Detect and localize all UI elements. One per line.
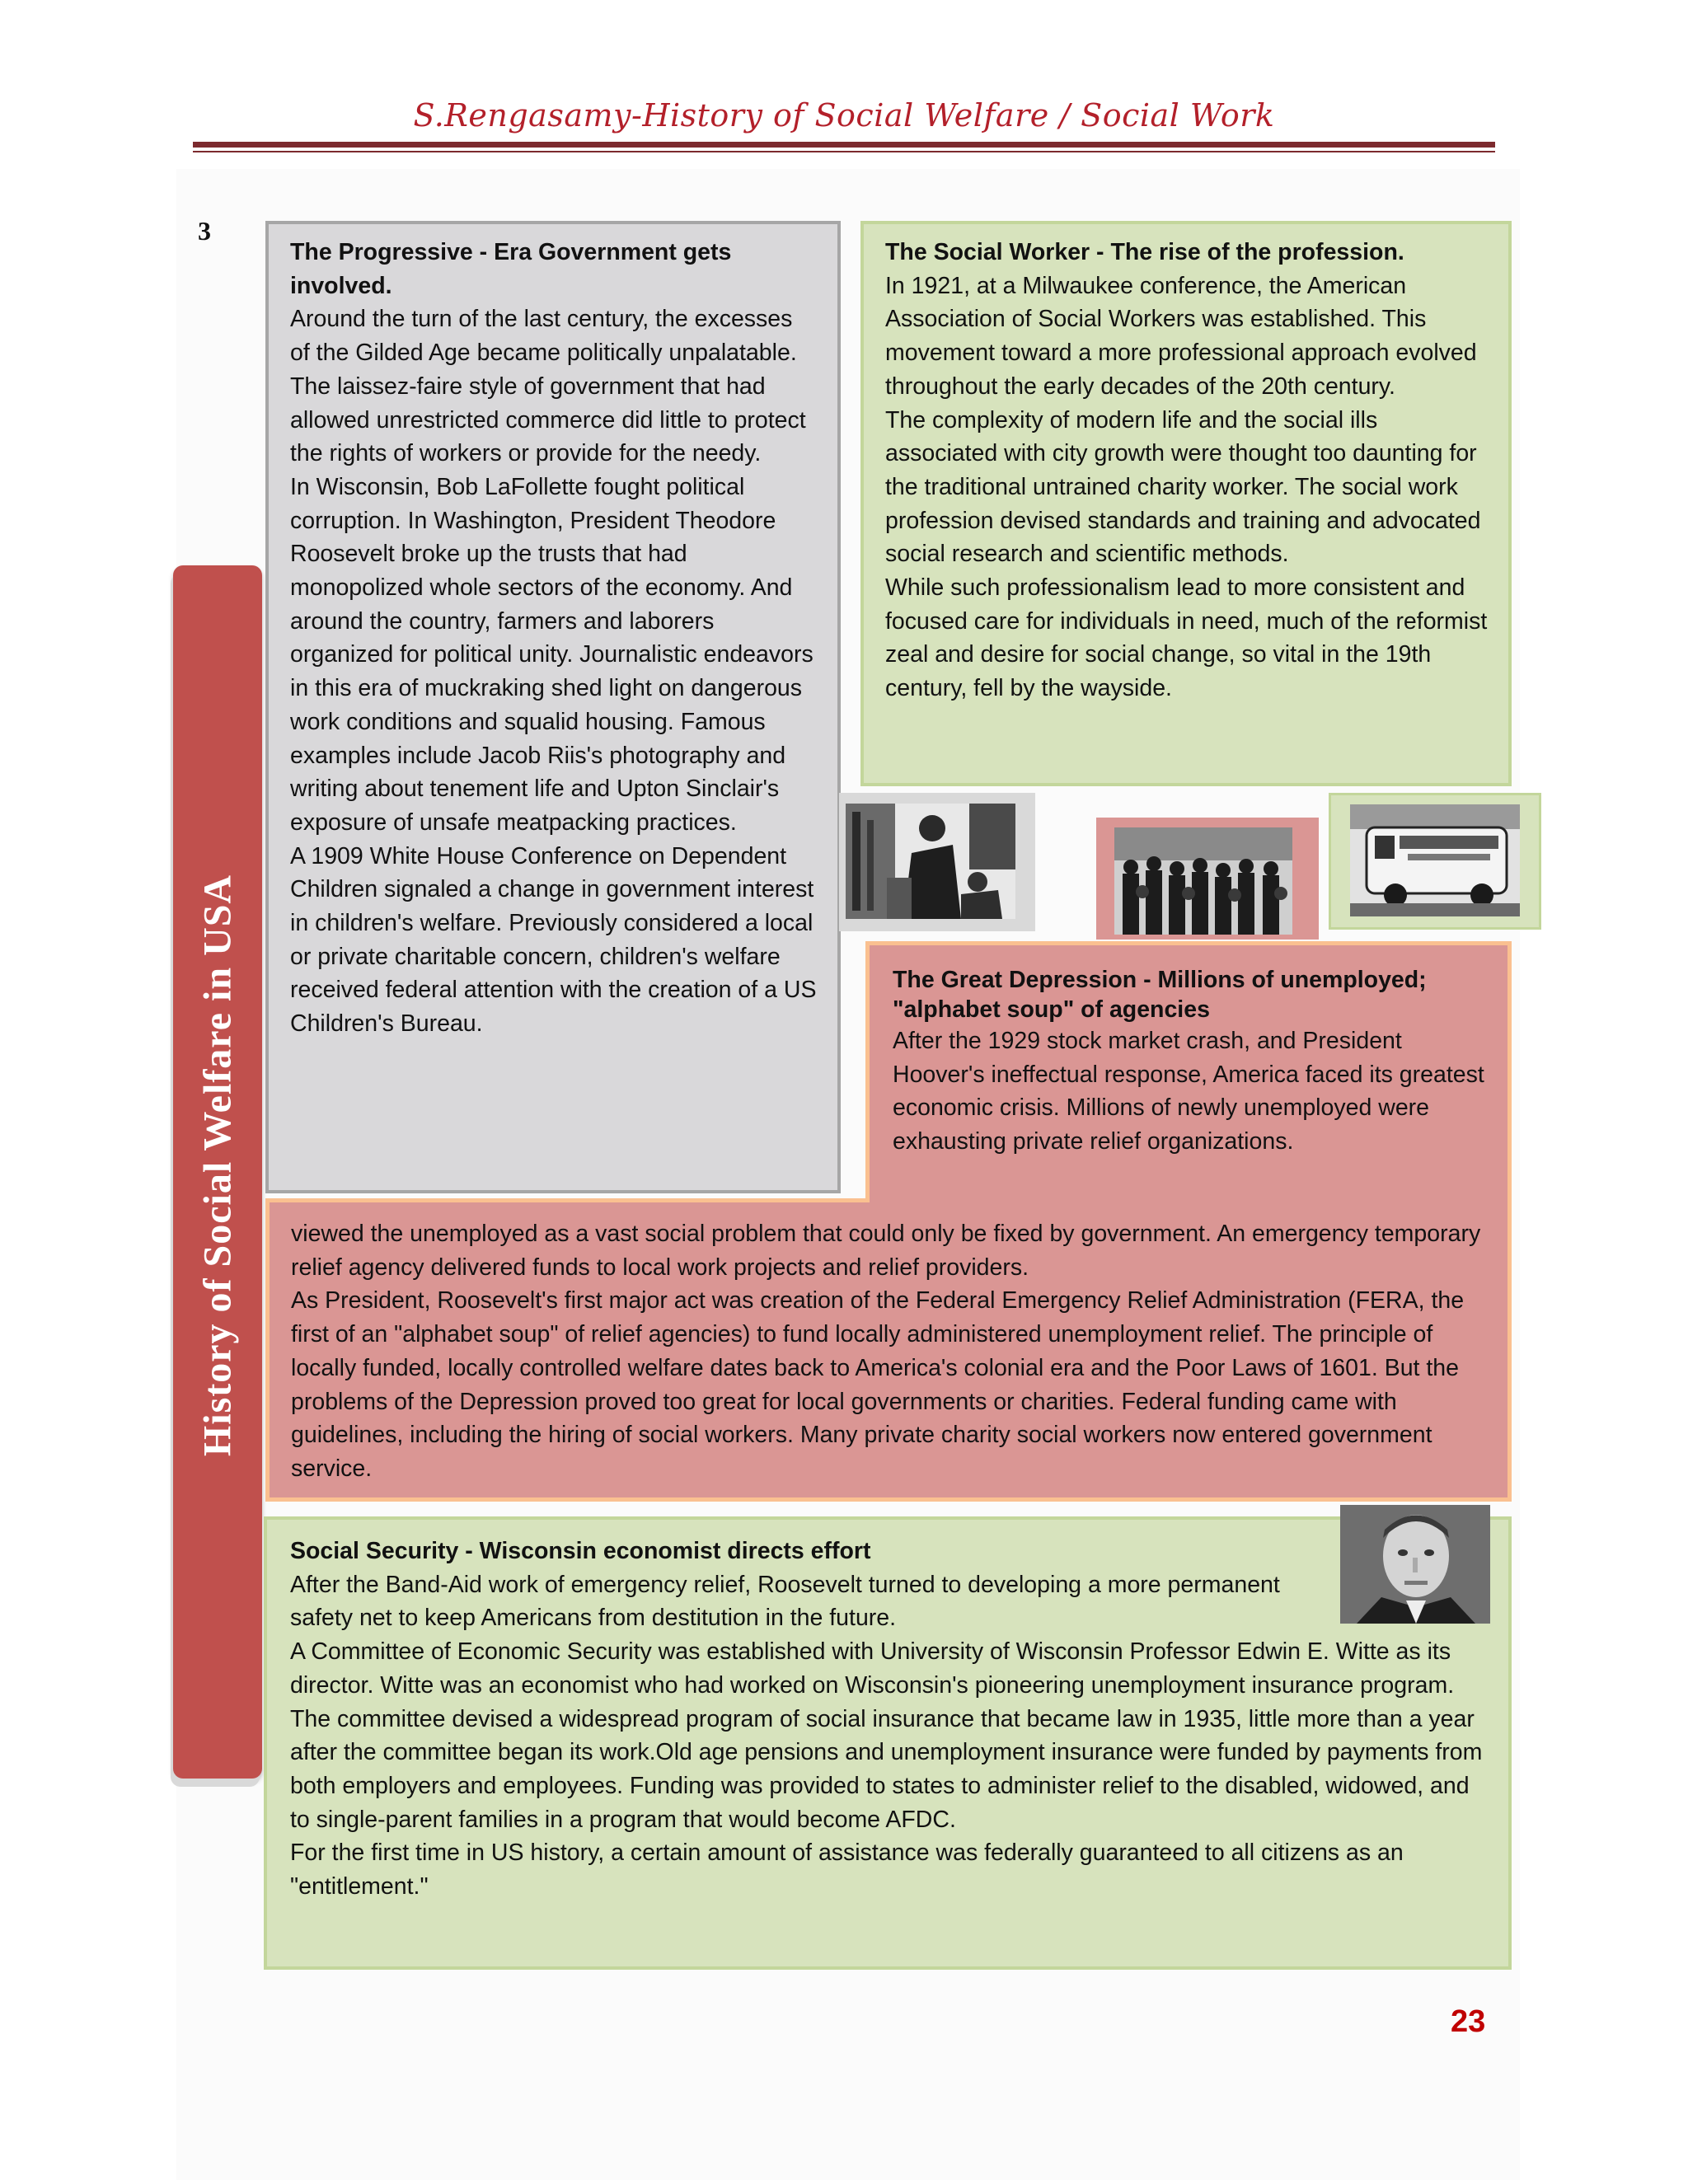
great-depression-paragraph: After the 1929 stock market crash, and President Hoover's ineffectual response, America faced its greatest economic crisis. Millions of newly unemployed were exhausting private relief organizations.	[893, 1028, 1484, 1155]
great-depression-paragraph: viewed the unemployed as a vast social problem that could only be fixed by government. An emergency temporary relief agency delivered funds to local work projects and relief providers.	[291, 1221, 1481, 1281]
great-depression-paragraph: As President, Roosevelt's first major act was creation of the Federal Emergency Relief Administration (FERA, the first of an "alphabet soup" of relief agencies) to fund locally administered unemployment relief. The principle of locally funded, locally controlled welfare dates back to America's colonial era and the Poor Laws of 1601. But the problems of the Depression proved too great for local governments or charities. Federal funding came with guidelines, including the hiring of social workers. Many private charity social workers now entered government service.	[291, 1287, 1465, 1482]
progressive-era-paragraph: In Wisconsin, Bob LaFollette fought political corruption. In Washington, President Theodore Roosevelt broke up the trusts that had monopolized whole sectors of the economy. And around the country, farmers and laborers organized for political unity. Journalistic endeavors in this era of muckraking shed light on dangerous work conditions and squalid housing. Famous examples include Jacob Riis's photography and writing about tenement life and Upton Sinclair's exposure of unsafe meatpacking practices.	[290, 473, 814, 836]
social-security-box	[264, 1516, 1512, 1970]
social-worker-box	[860, 221, 1512, 786]
page-number: 23	[1451, 2004, 1486, 2039]
breadline-photo	[1114, 827, 1292, 935]
side-tab-label: History of Social Welfare in USA	[195, 874, 240, 1457]
progressive-era-paragraph: Around the turn of the last century, the excesses of the Gilded Age became politically unpalatable. The laissez-faire style of government that had allowed unrestricted commerce did little to protect the rights of workers or provide for the needy.	[290, 306, 806, 467]
social-worker-paragraph: In 1921, at a Milwaukee conference, the American Association of Social Workers was established. This movement toward a more professional approach evolved throughout the early decades of the 20th century.	[885, 272, 1477, 400]
social-security-paragraph: A Committee of Economic Security was established with University of Wisconsin Professor Edwin E. Witte as its director. Witte was an economist who had worked on Wisconsin's pioneering unemployment insurance program. The committee devised a widespread program of social insurance that became law in 1935, little more than a year after the committee began its work.Old age pensions and unemployment insurance were funded by payments from both employers and employees. Funding was provided to states to administer relief to the disabled, widowed, and to single-parent families in a program that would become AFDC.	[290, 1638, 1483, 1833]
social-worker-paragraph: While such professionalism lead to more consistent and focused care for individuals in need, much of the reformist zeal and desire for social change, so vital in the 19th century, fell by the wayside.	[885, 574, 1488, 702]
progressive-era-paragraph: A 1909 White House Conference on Dependent Children signaled a change in government interest in children's welfare. Previously considered a local or private charitable concern, children's welfare received federal attention with the creation of a US Children's Bureau.	[290, 842, 817, 1038]
section-number: 3	[198, 216, 211, 246]
social-security-paragraph: For the first time in US history, a certain amount of assistance was federally guaranteed to all citizens as an "entitlement."	[290, 1840, 1404, 1900]
great-depression-box	[865, 941, 1512, 1213]
bus-photo	[1350, 804, 1520, 916]
social-worker-title: The Social Worker - The rise of the profession.	[885, 239, 1404, 265]
social-security-title: Social Security - Wisconsin economist directs effort	[290, 1538, 871, 1564]
box-joint	[870, 1185, 1507, 1218]
tenement-children-photo	[846, 804, 1015, 919]
social-security-paragraph: After the Band-Aid work of emergency relief, Roosevelt turned to developing a more permanent safety net to keep Americans from destitution in the future.	[290, 1571, 1280, 1632]
witte-portrait-photo	[1340, 1505, 1490, 1624]
header-rule	[193, 142, 1495, 148]
header-title: S.Rengasamy-History of Social Welfare / Social Work	[413, 97, 1275, 134]
great-depression-title: The Great Depression - Millions of unemployed; "alphabet soup" of agencies	[893, 967, 1427, 1023]
social-worker-paragraph: The complexity of modern life and the social ills associated with city growth were thought too daunting for the traditional untrained charity worker. The social work profession devised standards and training and advocated social research and scientific methods.	[885, 406, 1481, 568]
header-rule-thin	[193, 151, 1495, 152]
progressive-era-box	[265, 221, 841, 1193]
great-depression-continued-box	[265, 1198, 1512, 1502]
progressive-era-title: The Progressive - Era Government gets involved.	[290, 239, 732, 299]
